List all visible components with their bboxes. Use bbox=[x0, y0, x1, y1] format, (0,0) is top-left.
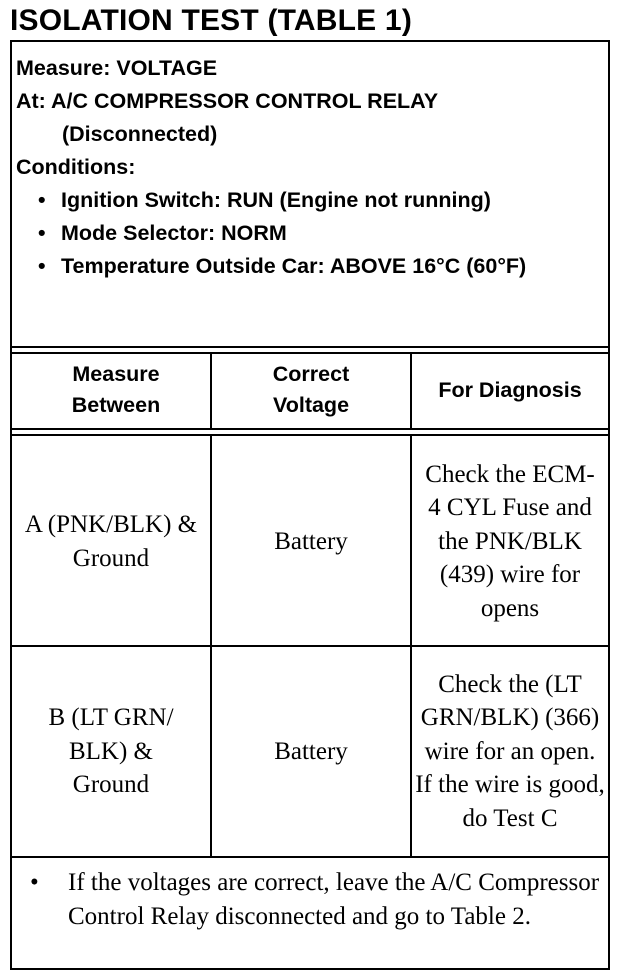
row-b-measure-between bbox=[12, 647, 210, 856]
header-bottom-rule bbox=[10, 428, 610, 436]
condition-item-ignition: • Ignition Switch: RUN (Engine not running) bbox=[16, 184, 601, 217]
header-measure-between-label: Measure Between bbox=[71, 362, 161, 417]
row-a-measure-between-text: A (PNK/BLK) & Ground bbox=[24, 511, 198, 572]
row-b-for-diagnosis bbox=[412, 647, 608, 856]
page-title: ISOLATION TEST (TABLE 1) bbox=[10, 4, 413, 37]
at-line: At: A/C COMPRESSOR CONTROL RELAY bbox=[16, 89, 439, 113]
footer-divider bbox=[10, 856, 610, 858]
conditions-label: Conditions: bbox=[16, 155, 136, 179]
row-a-correct-voltage-text: Battery bbox=[274, 527, 348, 555]
conditions-block bbox=[16, 52, 601, 283]
footer-note-text: If the voltages are correct, leave the A/C Compressor Control Relay disconnected and go to Table 2. bbox=[68, 869, 600, 930]
header-correct-voltage bbox=[212, 352, 410, 428]
footer-note bbox=[16, 866, 601, 933]
at-note: (Disconnected) bbox=[62, 122, 218, 146]
measure-line: Measure: VOLTAGE bbox=[16, 56, 218, 80]
header-for-diagnosis-label: For Diagnosis bbox=[438, 377, 582, 402]
footer-note-bullet: • bbox=[30, 869, 39, 896]
row-b-measure-between-text: B (LT GRN/ BLK) & Ground bbox=[48, 704, 174, 799]
condition-item-mode-selector: • Mode Selector: NORM bbox=[16, 217, 601, 250]
row-b-for-diagnosis-text: Check the (LT GRN/BLK) (366) wire for an open. If the wire is good, do Test C bbox=[415, 670, 605, 832]
row-a-measure-between bbox=[12, 438, 210, 645]
row-a-for-diagnosis bbox=[412, 438, 608, 645]
header-for-diagnosis bbox=[412, 352, 608, 428]
row-b-correct-voltage bbox=[212, 647, 410, 856]
header-correct-voltage-label: Correct Voltage bbox=[272, 362, 350, 417]
row-a-correct-voltage bbox=[212, 438, 410, 645]
condition-item-temperature: • Temperature Outside Car: ABOVE 16°C (60°F) bbox=[16, 250, 601, 283]
row-b-correct-voltage-text: Battery bbox=[274, 737, 348, 765]
header-measure-between bbox=[22, 352, 210, 428]
conditions-list bbox=[16, 184, 601, 283]
row-a-for-diagnosis-text: Check the ECM-4 CYL Fuse and the PNK/BLK (439) wire for opens bbox=[425, 460, 595, 622]
